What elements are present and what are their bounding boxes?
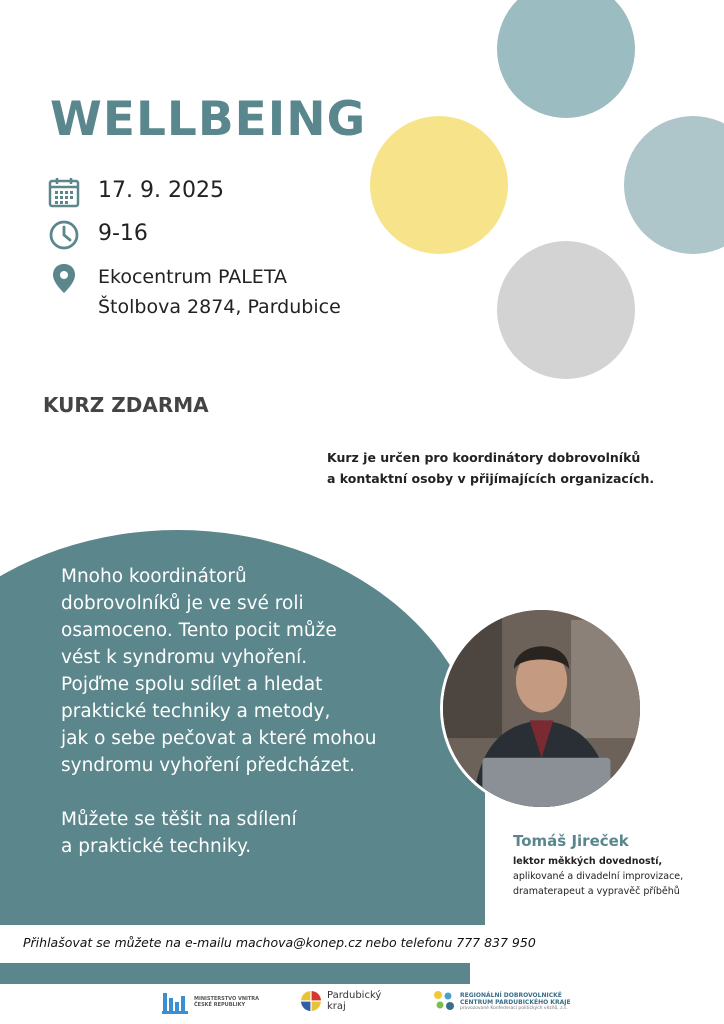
speaker-portrait-illustration [443, 610, 640, 807]
event-date: 17. 9. 2025 [98, 178, 224, 203]
calendar-icon [48, 176, 80, 208]
description-closing-line: a praktické techniky. [61, 836, 252, 857]
event-time: 9-16 [98, 221, 148, 246]
logo-ministry-of-interior [162, 990, 259, 1014]
audience-note [327, 447, 654, 489]
ministry-logo-icon [162, 990, 190, 1014]
speaker-photo [440, 607, 643, 810]
speaker-role [513, 854, 683, 899]
clock-icon [48, 219, 80, 251]
region-logo-line: kraj [327, 1001, 346, 1012]
decorative-circle-yellow [370, 116, 508, 254]
event-time-row [48, 219, 148, 251]
description-line: syndromu vyhoření předcházet. [61, 755, 355, 776]
location-pin-icon [48, 262, 80, 294]
logo-pardubice-region [300, 990, 381, 1012]
description-line: Pojďme spolu sdílet a hledat [61, 674, 323, 695]
speaker-role-line: aplikované a divadelní improvizace, [513, 871, 684, 882]
pardubice-region-emblem-icon [300, 990, 322, 1012]
region-logo-line: Pardubický [327, 990, 382, 1001]
venue-address: Štolbova 2874, Pardubice [98, 296, 341, 318]
description-line: vést k syndromu vyhoření. [61, 647, 308, 668]
volunteer-center-logo-line: REGIONÁLNÍ DOBROVOLNICKÉ [460, 991, 562, 999]
description-closing-line: Můžete se těšit na sdílení [61, 809, 297, 830]
description-line: osamoceno. Tento pocit může [61, 620, 337, 641]
event-date-row [48, 176, 224, 208]
registration-contact: Přihlašovat se můžete na e-mailu machova@konep.cz nebo telefonu 777 837 950 [23, 935, 536, 950]
venue-name: Ekocentrum PALETA [98, 266, 287, 288]
speaker-role-line: dramaterapeut a vypravěč příběhů [513, 886, 680, 897]
decorative-circle-teal-top [497, 0, 635, 118]
event-venue [98, 262, 341, 322]
volunteer-center-logo-line: provozované Konfederací politických vězňů, z.s. [460, 1005, 568, 1011]
audience-line: a kontaktní osoby v přijímajících organizacích. [327, 471, 655, 486]
ministry-logo-line: MINISTERSTVO VNITRA [194, 996, 259, 1002]
description-line: jak o sebe pečovat a které mohou [61, 728, 377, 749]
description-line: praktické techniky a metody, [61, 701, 331, 722]
decorative-circle-grey [497, 241, 635, 379]
logo-volunteer-center [432, 990, 571, 1012]
decorative-circle-teal-right [624, 116, 724, 254]
audience-line: Kurz je určen pro koordinátory dobrovolníků [327, 450, 641, 465]
speaker-role-line: lektor měkkých dovedností, [513, 856, 663, 867]
volunteer-center-logo-line: CENTRUM PARDUBICKÉHO KRAJE [460, 998, 571, 1006]
free-course-label: KURZ ZDARMA [43, 393, 209, 417]
event-venue-row [48, 262, 341, 322]
page-title: WELLBEING [50, 92, 367, 147]
description-line: Mnoho koordinátorů [61, 566, 247, 587]
speaker-name: Tomáš Jireček [513, 832, 629, 850]
volunteer-center-dots-icon [432, 990, 456, 1012]
ministry-logo-line: ČESKÉ REPUBLIKY [194, 1002, 246, 1008]
course-description [61, 563, 441, 860]
description-line: dobrovolníků je ve své roli [61, 593, 304, 614]
